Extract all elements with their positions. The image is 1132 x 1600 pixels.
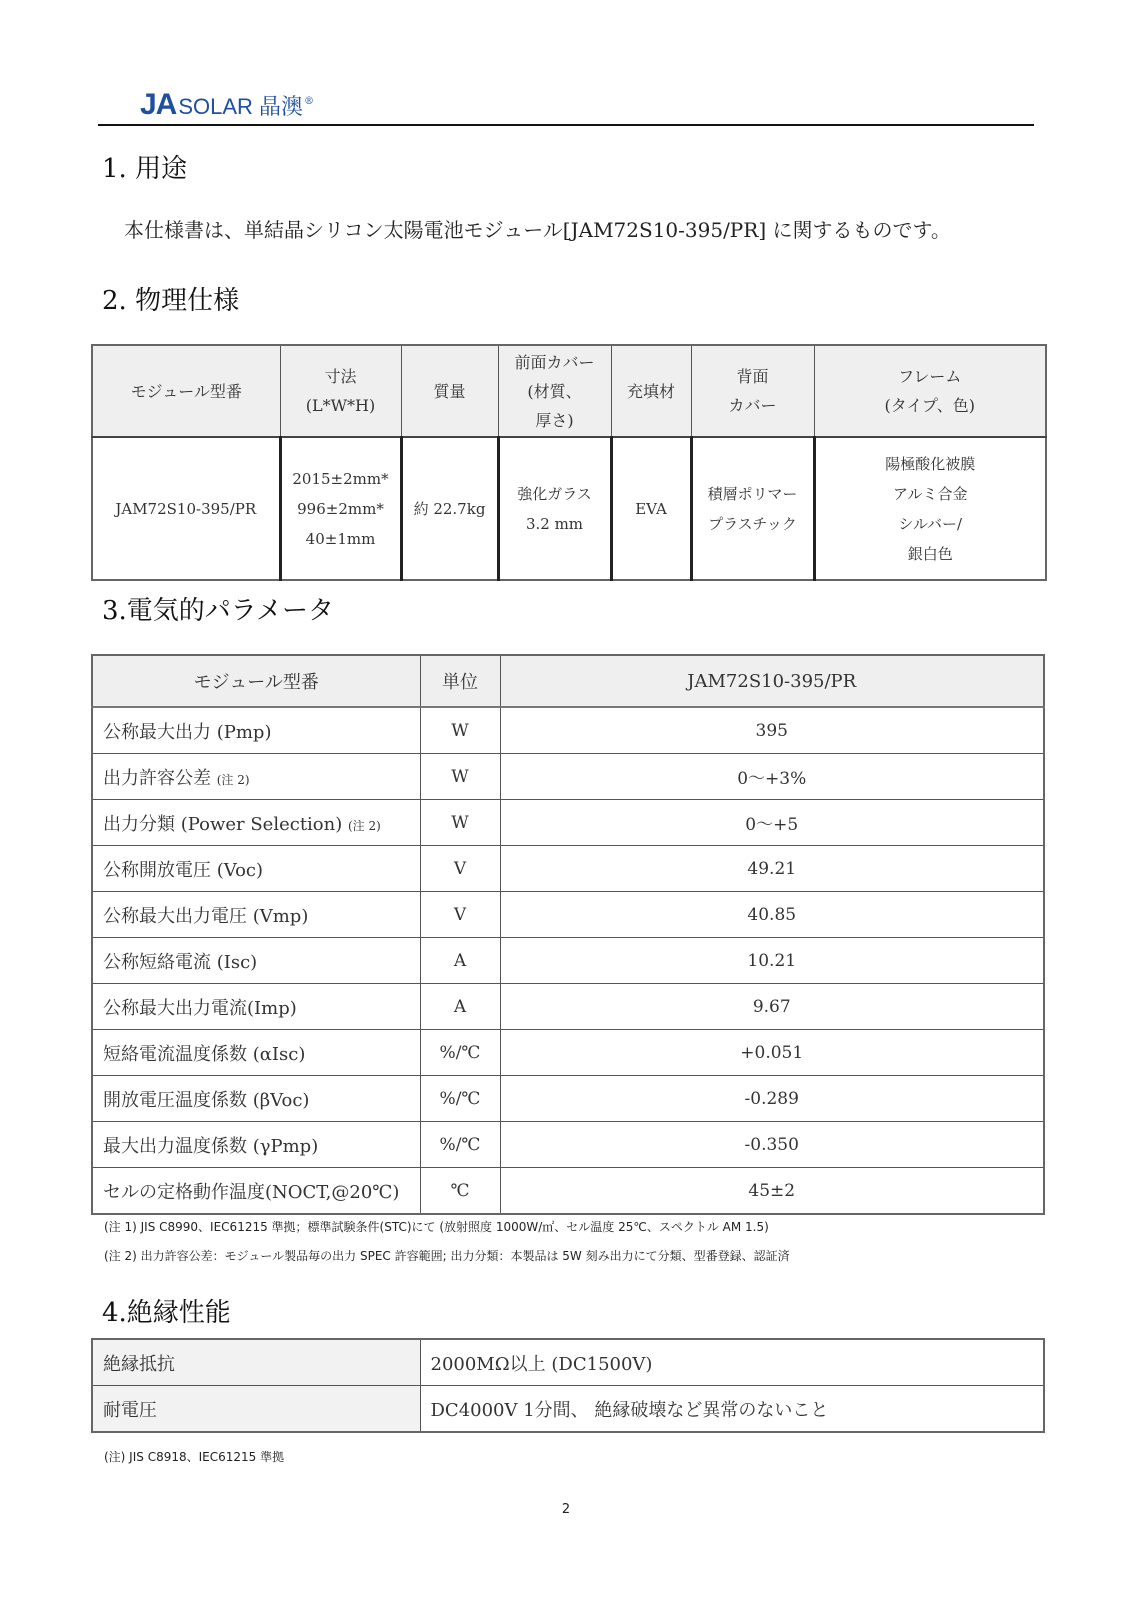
table-row bbox=[92, 1386, 1044, 1433]
row-value: +0.051 bbox=[500, 1030, 1044, 1076]
row-value: 40.85 bbox=[500, 892, 1044, 938]
header-cell: モジュール型番 bbox=[92, 345, 280, 437]
table-cell: 積層ポリマー プラスチック bbox=[691, 437, 814, 580]
header-cell: JAM72S10-395/PR bbox=[500, 655, 1044, 707]
table-row bbox=[92, 707, 1044, 754]
row-value: 9.67 bbox=[500, 984, 1044, 1030]
logo-ja: JA bbox=[140, 88, 177, 121]
row-unit: W bbox=[420, 800, 500, 846]
row-value: 2000MΩ以上 (DC1500V) bbox=[420, 1339, 1044, 1386]
footnote-2: (注 2) 出力許容公差：モジュール製品毎の出力 SPEC 許容範囲; 出力分類：本製品は 5W 刻み出力にて分類、型番登録、認証済 bbox=[104, 1249, 790, 1263]
row-label: 耐電圧 bbox=[92, 1386, 420, 1433]
row-label: 公称最大出力 (Pmp) bbox=[92, 707, 420, 754]
insulation-table bbox=[91, 1338, 1045, 1433]
row-label: 出力分類 (Power Selection) (注 2) bbox=[92, 800, 420, 846]
table-row bbox=[92, 1030, 1044, 1076]
row-unit: A bbox=[420, 938, 500, 984]
logo-chinese: 晶澳 bbox=[258, 95, 303, 120]
row-value: 10.21 bbox=[500, 938, 1044, 984]
table-row bbox=[92, 1339, 1044, 1386]
electrical-parameter-table bbox=[91, 654, 1045, 1215]
physical-spec-table bbox=[91, 344, 1047, 581]
table-cell: 強化ガラス 3.2 mm bbox=[498, 437, 611, 580]
header-cell: 前面カバー (材質、 厚さ) bbox=[498, 345, 611, 437]
page-number: 2 bbox=[561, 1502, 571, 1517]
row-label: 出力許容公差 (注 2) bbox=[92, 754, 420, 800]
section4-heading: 4.絶縁性能 bbox=[102, 1298, 231, 1328]
header-cell: モジュール型番 bbox=[92, 655, 420, 707]
row-label: 公称短絡電流 (Isc) bbox=[92, 938, 420, 984]
table-cell: 約 22.7kg bbox=[401, 437, 498, 580]
table-row bbox=[92, 984, 1044, 1030]
row-unit: %/℃ bbox=[420, 1076, 500, 1122]
row-unit: A bbox=[420, 984, 500, 1030]
row-unit: %/℃ bbox=[420, 1122, 500, 1168]
row-label: 公称開放電圧 (Voc) bbox=[92, 846, 420, 892]
footnote-1: (注 1) JIS C8990、IEC61215 準拠；標準試験条件(STC)にて (放射照度 1000W/㎡、セル温度 25℃、スペクトル AM 1.5) bbox=[104, 1220, 769, 1234]
header-cell: 背面 カバー bbox=[691, 345, 814, 437]
row-unit: V bbox=[420, 892, 500, 938]
table-row bbox=[92, 800, 1044, 846]
table-row bbox=[92, 938, 1044, 984]
row-label: セルの定格動作温度(NOCT,@20℃) bbox=[92, 1168, 420, 1215]
row-value: 395 bbox=[500, 707, 1044, 754]
header-cell: フレーム (タイプ、色) bbox=[814, 345, 1046, 437]
section1-text: 本仕様書は、単結晶シリコン太陽電池モジュール[JAM72S10-395/PR] に関するものです。 bbox=[124, 218, 951, 242]
table-header-row bbox=[92, 345, 1046, 437]
registered-mark: ® bbox=[303, 96, 314, 107]
section3-heading: 3.電気的パラメータ bbox=[102, 596, 335, 626]
row-value: -0.289 bbox=[500, 1076, 1044, 1122]
row-unit: V bbox=[420, 846, 500, 892]
row-value: 45±2 bbox=[500, 1168, 1044, 1215]
header-cell: 充填材 bbox=[611, 345, 691, 437]
table-row bbox=[92, 1076, 1044, 1122]
row-value: 0～+5 bbox=[500, 800, 1044, 846]
row-value: 0～+3% bbox=[500, 754, 1044, 800]
row-value: -0.350 bbox=[500, 1122, 1044, 1168]
table-row bbox=[92, 846, 1044, 892]
table-cell: JAM72S10-395/PR bbox=[92, 437, 280, 580]
footnote-insulation: (注) JIS C8918、IEC61215 準拠 bbox=[104, 1450, 285, 1464]
table-row bbox=[92, 1122, 1044, 1168]
table-cell: EVA bbox=[611, 437, 691, 580]
row-label: 最大出力温度係数 (γPmp) bbox=[92, 1122, 420, 1168]
header-cell: 質量 bbox=[401, 345, 498, 437]
row-value: DC4000V 1分間、 絶縁破壊など異常のないこと bbox=[420, 1386, 1044, 1433]
company-logo bbox=[140, 88, 314, 122]
table-cell: 陽極酸化被膜 アルミ合金 シルバー/ 銀白色 bbox=[814, 437, 1046, 580]
table-cell: 2015±2mm* 996±2mm* 40±1mm bbox=[280, 437, 401, 580]
header-cell: 寸法 (L*W*H) bbox=[280, 345, 401, 437]
table-header-row bbox=[92, 655, 1044, 707]
section2-heading: 2. 物理仕様 bbox=[102, 286, 240, 316]
row-label: 開放電圧温度係数 (βVoc) bbox=[92, 1076, 420, 1122]
header-divider bbox=[98, 124, 1034, 126]
row-label: 短絡電流温度係数 (αIsc) bbox=[92, 1030, 420, 1076]
table-row bbox=[92, 437, 1046, 580]
row-value: 49.21 bbox=[500, 846, 1044, 892]
header-cell: 単位 bbox=[420, 655, 500, 707]
table-row bbox=[92, 1168, 1044, 1215]
logo-solar: SOLAR bbox=[178, 94, 253, 119]
table-row bbox=[92, 754, 1044, 800]
row-label: 公称最大出力電圧 (Vmp) bbox=[92, 892, 420, 938]
row-label: 絶縁抵抗 bbox=[92, 1339, 420, 1386]
section1-heading: 1. 用途 bbox=[102, 154, 188, 184]
table-row bbox=[92, 892, 1044, 938]
row-unit: %/℃ bbox=[420, 1030, 500, 1076]
row-unit: ℃ bbox=[420, 1168, 500, 1215]
row-label: 公称最大出力電流(Imp) bbox=[92, 984, 420, 1030]
row-unit: W bbox=[420, 707, 500, 754]
row-unit: W bbox=[420, 754, 500, 800]
